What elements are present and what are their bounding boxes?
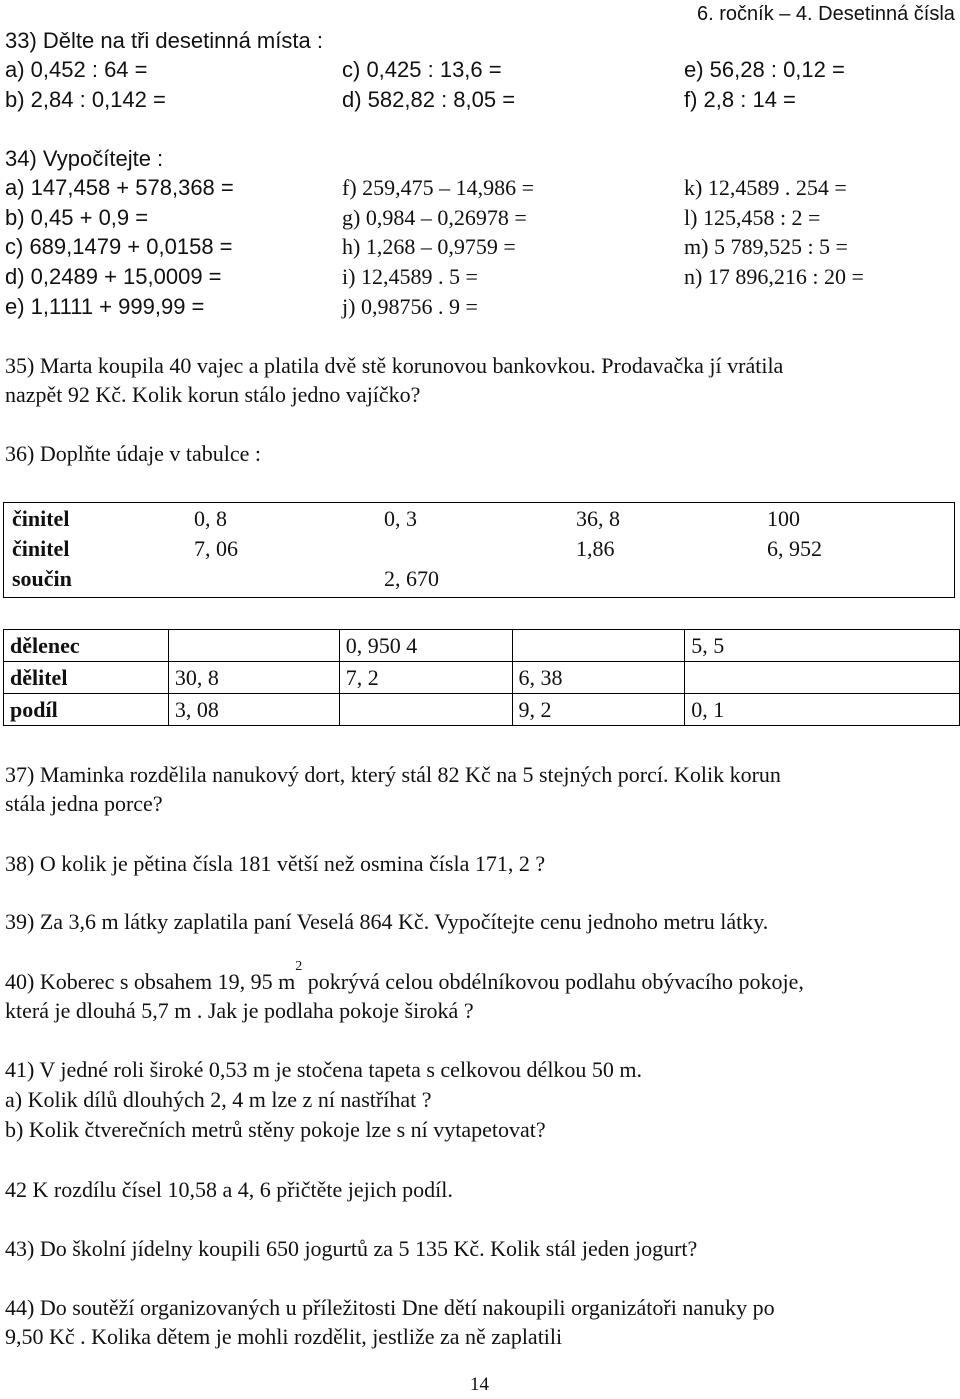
q40-line1-end: pokrývá celou obdélníkovou podlahu obývacího pokoje, [302,969,804,994]
table1-cell: 1,86 [576,536,615,561]
page-header: 6. ročník – 4. Desetinná čísla [697,3,955,25]
q44-line2: 9,50 Kč . Kolika dětem je mohli rozdělit, jestliže za ně zaplatili [5,1324,563,1349]
table-row [4,630,960,662]
q44-line1: 44) Do soutěží organizovaných u příležitosti Dne dětí nakoupili organizátoři nanuky po [5,1295,775,1320]
table1-cell: 36, 8 [576,506,620,531]
q41-line1: 41) V jedné roli široké 0,53 m je stočena tapeta s celkovou délkou 50 m. [5,1057,643,1082]
table1-cell: 7, 06 [194,536,238,561]
q34-item-m: m) 5 789,525 : 5 = [684,234,848,259]
table1-cell: 0, 8 [194,506,227,531]
q34-item-l: l) 125,458 : 2 = [684,205,821,230]
q33-item-a: a) 0,452 : 64 = [5,57,148,82]
q37-line2: stála jedna porce? [5,791,163,816]
q35-line1: 35) Marta koupila 40 vajec a platila dvě stě korunovou bankovkou. Prodavačka jí vrátila [5,353,784,378]
q34-item-b: b) 0,45 + 0,9 = [5,205,149,230]
table2-cell: 30, 8 [168,662,339,694]
table1-cell: 0, 3 [384,506,417,531]
q40-superscript: 2 [295,959,303,974]
q37-line1: 37) Maminka rozdělila nanukový dort, který stál 82 Kč na 5 stejných porcí. Kolik korun [5,762,781,787]
table2-cell: 3, 08 [168,694,339,726]
q36-title: 36) Doplňte údaje v tabulce : [5,441,261,466]
q33-item-c: c) 0,425 : 13,6 = [342,57,502,82]
table2-cell [339,694,512,726]
q34-item-g: g) 0,984 – 0,26978 = [342,205,527,230]
q34-item-h: h) 1,268 – 0,9759 = [342,234,516,259]
table-row [4,662,960,694]
table1-row1-label: činitel [12,506,70,531]
table1-row2-label: činitel [12,536,70,561]
table1-row3-label: součin [12,566,72,591]
q41-line2: a) Kolik dílů dlouhých 2, 4 m lze z ní nastříhat ? [5,1087,432,1112]
table1-cell: 100 [767,506,800,531]
table2-cell [685,662,960,694]
table-row [4,694,960,726]
division-table [3,629,960,726]
q34-title: 34) Vypočítejte : [5,146,164,171]
q34-item-d: d) 0,2489 + 15,0009 = [5,264,222,289]
multiplication-table [3,502,955,598]
table2-row3-label: podíl [4,694,169,726]
q33-item-d: d) 582,82 : 8,05 = [342,87,516,112]
q42-text: 42 K rozdílu čísel 10,58 a 4, 6 přičtěte jejich podíl. [5,1177,453,1202]
q39-text: 39) Za 3,6 m látky zaplatila paní Veselá 864 Kč. Vypočítejte cenu jednoho metru látky. [5,909,769,934]
q33-title: 33) Dělte na tři desetinná místa : [5,28,323,53]
table2-cell: 7, 2 [339,662,512,694]
q33-item-b: b) 2,84 : 0,142 = [5,87,166,112]
table2-row1-label: dělenec [4,630,169,662]
q34-item-j: j) 0,98756 . 9 = [342,294,478,319]
q34-item-c: c) 689,1479 + 0,0158 = [5,234,233,259]
q34-item-n: n) 17 896,216 : 20 = [684,264,864,289]
table2-row2-label: dělitel [4,662,169,694]
q34-item-a: a) 147,458 + 578,368 = [5,175,234,200]
table2-cell: 0, 1 [685,694,960,726]
q34-item-f: f) 259,475 – 14,986 = [342,175,535,200]
q40-line1-start: 40) Koberec s obsahem 19, 95 m [5,969,296,994]
q34-item-k: k) 12,4589 . 254 = [684,175,847,200]
q35-line2: nazpět 92 Kč. Kolik korun stálo jedno vajíčko? [5,382,421,407]
table1-cell: 2, 670 [384,566,439,591]
q33-item-f: f) 2,8 : 14 = [684,87,796,112]
q34-item-i: i) 12,4589 . 5 = [342,264,478,289]
table2-cell: 5, 5 [685,630,960,662]
q34-item-e: e) 1,1111 + 999,99 = [5,294,205,319]
table2-cell: 6, 38 [512,662,685,694]
q40-line2: která je dlouhá 5,7 m . Jak je podlaha pokoje široká ? [5,998,474,1023]
q43-text: 43) Do školní jídelny koupili 650 jogurtů za 5 135 Kč. Kolik stál jeden jogurt? [5,1236,698,1261]
table2-cell: 0, 950 4 [339,630,512,662]
page-number: 14 [470,1374,489,1395]
q33-item-e: e) 56,28 : 0,12 = [684,57,845,82]
table2-cell [512,630,685,662]
table1-cell: 6, 952 [767,536,822,561]
q40-line1 [5,959,804,995]
q38-text: 38) O kolik je pětina čísla 181 větší než osmina čísla 171, 2 ? [5,851,546,876]
table2-cell [168,630,339,662]
q41-line3: b) Kolik čtverečních metrů stěny pokoje lze s ní vytapetovat? [5,1117,546,1142]
table2-cell: 9, 2 [512,694,685,726]
